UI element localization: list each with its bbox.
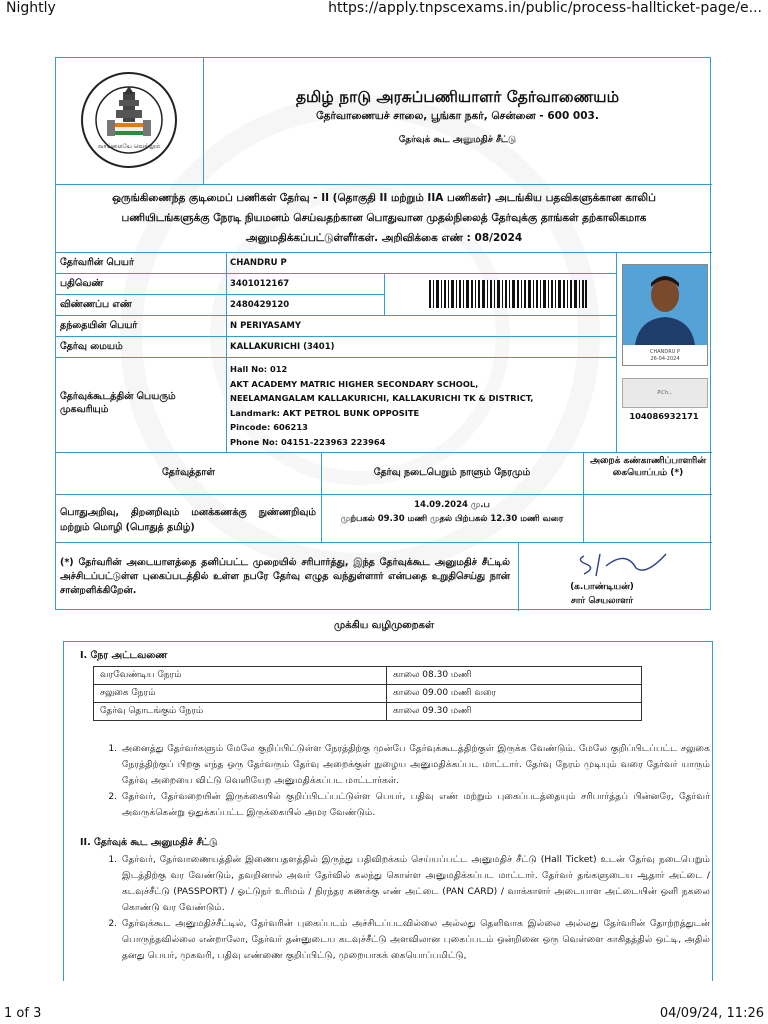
- candidate-name: CHANDRU P: [230, 258, 287, 268]
- exam-centre: KALLAKURICHI (3401): [230, 342, 335, 352]
- list-item: 2. தேர்வர், தேர்வறையின் இருக்கையில் குறிப்பிடப்பட்டுள்ள பெயர், பதிவு எண் மற்றும் புகைப்படத்தையும் சரிபார்த்தப் பின்னரே, தேர்வர் அவருக்கென்று ஒதுக்கப்பட்ட இருக்கையில் அமர வேண்டும்.: [120, 789, 710, 821]
- app-number: 2480429120: [230, 300, 290, 310]
- declaration-text: (*) தேர்வரின் அடையாளத்தை தனிப்பட்ட முறையில் சரிபார்த்து, இந்த தேர்வுக்கூட அனுமதிச் சீட்டில் அச்சிடப்பட்டுள்ள புகைப்படத்தில் உள்ள நபரே தேர்வு எழுத வந்துள்ளார் என்பதை உறுதிசெய்து நான் சான்றளிக்கிறேன்.: [60, 557, 510, 596]
- exam-paper: பொதுஅறிவு, திறனறிவும் மனக்கணக்கு நுண்ணறிவும் மற்றும் மொழி (பொதுத் தமிழ்): [60, 507, 316, 533]
- paper-header: தேர்வுத்தாள்: [162, 467, 215, 478]
- candidate-signature: P.Ch...: [622, 378, 708, 408]
- timing-label: சலுகை நேரம்: [94, 685, 387, 703]
- hall-ticket: [55, 57, 711, 610]
- controller-name: (க.பாண்டியன்): [570, 582, 634, 592]
- page-count: 1 of 3: [4, 1006, 42, 1021]
- timing-value: காலை 08.30 மணி: [387, 667, 642, 685]
- org-name: தமிழ் நாடு அரசுப்பணியாளர் தேர்வாணையம்: [295, 88, 620, 106]
- venue-hall: Hall No: 012: [230, 364, 288, 374]
- venue-line1: AKT ACADEMY MATRIC HIGHER SECONDARY SCHOOL,: [230, 378, 479, 389]
- doc-title: தேர்வுக் கூட அனுமதிச் சீட்டு: [398, 135, 517, 145]
- org-address: தேர்வாணையச் சாலை, பூங்கா நகர், சென்னை - 600 003.: [316, 110, 599, 122]
- section-hallticket-title: II. தேர்வுக் கூட அனுமதிச் சீட்டு: [80, 837, 218, 848]
- exam-date: 14.09.2024 மு.ப: [414, 500, 490, 510]
- father-label: தந்தையின் பெயர்: [60, 320, 138, 331]
- timing-table: [93, 666, 642, 721]
- photo-date: 26-04-2024: [650, 356, 680, 362]
- centre-label: தேர்வு மையம்: [60, 341, 123, 352]
- logo-caption: வாய்மையே வெல்லும்: [97, 143, 161, 150]
- hallticket-rules-list: [100, 852, 710, 964]
- timing-value: காலை 09.00 மணி வரை: [387, 685, 642, 703]
- timing-rules-list: [100, 741, 710, 821]
- section-timing-title: I. நேர அட்டவணை: [80, 650, 168, 661]
- photo-id: 104086932171: [629, 411, 699, 421]
- barcode: [429, 280, 587, 308]
- timing-label: வரவேண்டிய நேரம்: [94, 667, 387, 685]
- table-row: [94, 667, 642, 685]
- exam-title: ஒருங்கிணைந்த குடிமைப் பணிகள் தேர்வு - II (தொகுதி II மற்றும் IIA பணிகள்) அடங்கிய பதவிகளுக்கான காலிப் பணியிடங்களுக்கு நேரடி நியமனம் செய்வதற்கான பொதுவான முதல்நிலைத் தேர்வுக்கு தாங்கள் தற்காலிகமாக அனுமதிக்கப்பட்டுள்ளீர்கள். அறிவிக்கை எண் : 08/2024: [112, 192, 656, 244]
- reg-number: 3401012167: [230, 279, 290, 289]
- app-label: விண்ணப்ப எண்: [60, 299, 132, 310]
- venue-address: [230, 362, 533, 449]
- venue-pincode: Pincode: 606213: [230, 422, 308, 432]
- venue-phone: Phone No: 04151-223963 223964: [230, 436, 386, 447]
- browser-name: Nightly: [6, 0, 56, 16]
- candidate-photo: [622, 264, 708, 366]
- name-label: தேர்வரின் பெயர்: [60, 257, 134, 268]
- reg-label: பதிவெண்: [60, 278, 104, 289]
- invigilator-sign-header: அறைக் கண்காணிப்பாளரின் கையொப்பம் (*): [589, 456, 706, 478]
- print-datetime: 04/09/24, 11:26: [659, 1006, 764, 1021]
- venue-landmark: Landmark: AKT PETROL BUNK OPPOSITE: [230, 407, 420, 418]
- timing-label: தேர்வு தொடங்கும் நேரம்: [94, 703, 387, 721]
- timing-value: காலை 09.30 மணி: [387, 703, 642, 721]
- datetime-header: தேர்வு நடைபெறும் நாளும் நேரமும்: [373, 467, 531, 478]
- guidelines-title: முக்கிய வழிமுறைகள்: [334, 620, 434, 631]
- list-item: 1. தேர்வர், தேர்வாணையத்தின் இணையதளத்தில் இருந்து பதிவிறக்கம் செய்யப்பட்ட அனுமதிச் சீட்டு (Hall Ticket) உடன் தேர்வு நடைபெறும் இடத்திற்கு வர வேண்டும், தவறினால் அவர் தேர்வில் கலந்து கொள்ள அனுமதிக்கப்பட மாட்டார். தேர்வர் தங்களுடைய ஆதார் அட்டை / கடவுச்சீட்டு (PASSPORT) / ஓட்டுநர் உரிமம் / நிரந்தர கணக்கு எண் அட்டை (PAN CARD) / வாக்காளர் அடையாள அட்டையின் ஒளி நகலை கொண்டு வர வேண்டும்.: [120, 852, 710, 916]
- table-row: [94, 685, 642, 703]
- venue-line2: NEELAMANGALAM KALLAKURICHI, KALLAKURICHI TK & DISTRICT,: [230, 393, 534, 403]
- page-url: https://apply.tnpscexams.in/public/process-hallticket-page/e...: [328, 0, 762, 16]
- tnpsc-logo: [79, 70, 179, 170]
- exam-time: முற்பகல் 09.30 மணி முதல் பிற்பகல் 12.30 மணி வரை: [340, 514, 564, 524]
- controller-title: சார் செயலாளர்: [570, 596, 634, 606]
- controller-signature: [566, 546, 686, 580]
- list-item: 2. தேர்வுக்கூட அனுமதிச்சீட்டில், தேர்வரின் புகைப்படம் அச்சிடப்படவில்லை அல்லது தெளிவாக இல்லை அல்லது தேர்வரின் தோற்றத்துடன் பொருந்தவில்லை என்றாலோ, தேர்வர் தன்னுடைய கடவுச்சீட்டு அளவிலான புகைப்படம் ஒன்றினை ஒரு வெள்ளை காகிதத்தில் ஒட்டி, அதில் தனது பெயர், முகவரி, பதிவு எண்ணை குறிப்பிட்டு, முறையாகக் கையொப்பமிட்டு,: [120, 916, 710, 964]
- table-row: [94, 703, 642, 721]
- father-name: N PERIYASAMY: [230, 321, 302, 331]
- list-item: 1. அனைத்து தேர்வர்களும் மேலே குறிப்பிட்டுள்ள நேரத்திற்கு முன்பே தேர்வுக்கூடத்திற்குள் இருக்க வேண்டும். மேலே குறிப்பிடப்பட்ட சலுகை நேரத்திற்குப் பிறகு எந்த ஒரு தேர்வரும் தேர்வு அறைக்குள் நுழைய அனுமதிக்கப்பட மாட்டார். தேர்வு நேரம் முடியும் வரை தேர்வர் யாரும் தேர்வு அறையை விட்டு வெளியேற அனுமதிக்கப்பட மாட்டார்கள்.: [120, 741, 710, 789]
- photo-name: CHANDRU P: [650, 349, 680, 355]
- venue-label: தேர்வுக்கூடத்தின் பெயரும் முகவரியும்: [60, 391, 176, 415]
